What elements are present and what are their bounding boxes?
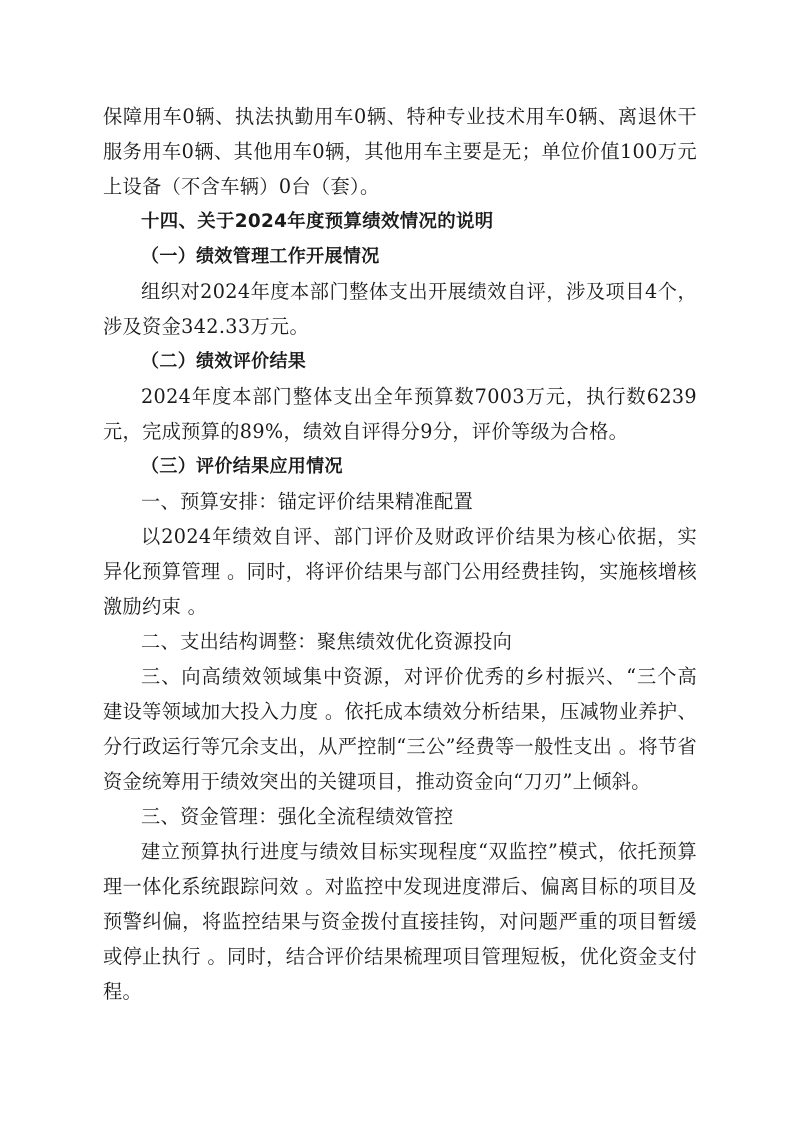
paragraph-line: 上设备（不含车辆）0台（套）。 xyxy=(103,175,380,198)
document-body xyxy=(103,99,697,1009)
paragraph-line: 或停止执行 。同时，结合评价结果梳理项目管理短板，优化资金支付 xyxy=(103,945,697,968)
paragraph-line: 建立预算执行进度与绩效目标实现程度“双监控”模式，依托预算 xyxy=(141,840,697,863)
paragraph-line: 服务用车0辆、其他用车0辆，其他用车主要是无；单位价值100万元 xyxy=(103,140,697,163)
paragraph-line: 三、向高绩效领域集中资源，对评价优秀的乡村振兴、“三个高 xyxy=(141,665,697,688)
paragraph-line: 建设等领域加大投入力度 。依托成本绩效分析结果，压减物业养护、 xyxy=(103,700,697,723)
subsection-heading: （三）评价结果应用情况 xyxy=(141,456,343,477)
paragraph-line: 组织对2024年度本部门整体支出开展绩效自评，涉及项目4个， xyxy=(141,280,697,303)
paragraph-line: 资金统筹用于绩效突出的关键项目，推动资金向“刀刃”上倾斜。 xyxy=(103,770,651,793)
item-heading: 二、支出结构调整：聚焦绩效优化资源投向 xyxy=(141,630,513,653)
paragraph-line: 分行政运行等冗余支出，从严控制“三公”经费等一般性支出 。将节省 xyxy=(103,735,697,758)
subsection-heading: （一）绩效管理工作开展情况 xyxy=(141,246,380,267)
paragraph-line: 元，完成预算的89%，绩效自评得分9分，评价等级为合格。 xyxy=(103,420,629,443)
paragraph-line: 涉及资金342.33万元。 xyxy=(103,315,309,338)
item-heading: 一、预算安排：锚定评价结果精准配置 xyxy=(141,490,474,513)
paragraph-line: 异化预算管理 。同时，将评价结果与部门公用经费挂钩，实施核增核 xyxy=(103,560,697,583)
paragraph-line: 以2024年绩效自评、部门评价及财政评价结果为核心依据，实 xyxy=(141,525,697,548)
paragraph-line: 保障用车0辆、执法执勤用车0辆、特种专业技术用车0辆、离退休干 xyxy=(103,105,697,128)
paragraph-line: 理一体化系统跟踪问效 。对监控中发现进度滞后、偏离目标的项目及 xyxy=(103,875,697,898)
subsection-heading: （二）绩效评价结果 xyxy=(141,351,307,372)
item-heading: 三、资金管理：强化全流程绩效管控 xyxy=(141,805,454,828)
section-heading: 十四、关于2024年度预算绩效情况的说明 xyxy=(141,211,494,232)
paragraph-line: 程。 xyxy=(103,980,143,1003)
paragraph-line: 预警纠偏，将监控结果与资金拨付直接挂钩，对问题严重的项目暂缓 xyxy=(103,910,697,933)
paragraph-line: 激励约束 。 xyxy=(103,595,208,618)
paragraph-line: 2024年度本部门整体支出全年预算数7003万元，执行数6239 xyxy=(141,385,697,408)
